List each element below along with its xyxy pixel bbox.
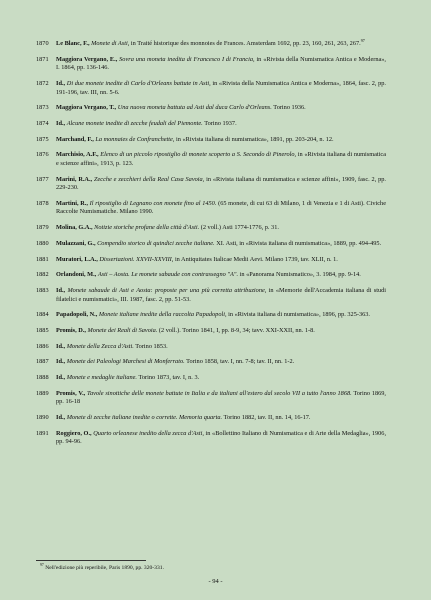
entry-author: Muratori, L.A.,	[56, 255, 98, 263]
bibliography-entry	[0, 414, 431, 423]
bibliography-entry	[0, 287, 431, 304]
entry-title: Il ripostiglio di Legnano con monete fino al 1450.	[89, 199, 217, 207]
entry-author: Id.,	[56, 373, 66, 381]
page-number: - 94 -	[208, 578, 223, 585]
bibliography-entry	[0, 200, 431, 217]
entry-author: Id.,	[56, 119, 66, 127]
entry-title: Una nuova moneta battuta ad Asti dal duca Carlo d'Orleans.	[117, 104, 272, 112]
entry-title: Quarto orleanese inedito della zecca d'Asti,	[93, 429, 204, 437]
entry-author: Id.,	[56, 79, 66, 87]
entry-details: Torino 1869, pp. 16-18	[56, 389, 386, 406]
entry-details: (2 voll.) Asti 1774-1776, p. 31.	[200, 224, 279, 232]
entry-citation	[46, 176, 386, 193]
entry-details: Torino 1936.	[273, 104, 306, 112]
entry-citation	[46, 430, 386, 447]
entry-title: Sovra una moneta inedita di Francesco I di Francia,	[119, 55, 255, 63]
entry-number: 1873	[36, 104, 49, 112]
entry-details: Torino 1873, tav. I, n. 3.	[138, 373, 200, 381]
footnote-marker: 97	[40, 563, 44, 568]
entry-number: 1884	[36, 311, 49, 319]
entry-number: 1872	[36, 79, 49, 87]
entry-author: Id.,	[56, 358, 66, 366]
bibliography-entry	[0, 176, 431, 193]
entry-title: Compendio storico di quindici zecche italiane.	[97, 239, 215, 247]
entry-author: Promis, V.,	[56, 389, 86, 397]
bibliography-entry	[0, 104, 431, 113]
entry-citation	[46, 358, 386, 367]
entry-number: 1886	[36, 342, 49, 350]
entry-citation	[46, 271, 386, 280]
entry-number: 1879	[36, 224, 49, 232]
entry-details: in «Rivista italiana di numismatica e scienze affini», 1909, fasc. 2, pp. 229-230.	[56, 175, 387, 192]
entry-number: 1877	[36, 175, 49, 183]
entry-author: Maggiora Vergano, E.,	[56, 55, 118, 63]
entry-number: 1875	[36, 135, 49, 143]
entry-number: 1876	[36, 151, 49, 159]
entry-title: Monete dei Paleologi Marchesi di Monferrato.	[66, 358, 185, 366]
entry-title: Monete della Zecca d'Asti.	[66, 342, 134, 350]
entry-citation	[46, 240, 386, 249]
entry-details: in «Bollettino Italiano di Numismatica e di Arte della Medaglia», 1906, pp. 94-96.	[56, 429, 387, 446]
entry-details: in «Panorama Numismatico», 3. 1984, pp. 9-14.	[239, 271, 361, 279]
entry-details: in «Rivista italiana di numismatica e scienze affini», 1913, p. 123.	[56, 151, 386, 167]
bibliography-entry	[0, 224, 431, 233]
entry-number: 1881	[36, 255, 49, 263]
entry-citation	[46, 80, 386, 97]
entry-citation	[46, 327, 386, 336]
entry-number: 1880	[36, 239, 49, 247]
entry-author: Roggiero, O.,	[56, 429, 92, 437]
entry-details: in «Rivista della Numismatica Antica e Moderna», 1864, fasc. 2, pp. 191-196, tav. III, nn. 5-6.	[56, 79, 387, 96]
entry-citation	[46, 287, 386, 304]
entry-citation	[46, 151, 386, 168]
bibliography-entry	[0, 151, 431, 168]
entry-title: Alcune monete inedite di zecche feudali del Piemonte.	[66, 119, 203, 127]
entry-citation	[46, 390, 386, 407]
footnote	[40, 565, 164, 572]
entry-details: Torino 1858, tav. I, nn. 7-8; tav. II, nn. 1-2.	[186, 358, 295, 366]
entry-title: Tavole sinottiche delle monete battute in Italia e da italiani all'estero dal secolo VII a tutto l'anno 1868.	[87, 389, 352, 397]
bibliography-entry	[0, 358, 431, 367]
bibliography-entry	[0, 80, 431, 97]
entry-details: Torino 1937.	[204, 119, 237, 127]
bibliography-entry	[0, 430, 431, 447]
entry-details: in «Rivista della Numismatica Antica e Moderna», I. 1864, pp. 136-146.	[56, 55, 387, 72]
entry-details: in Antiquitates Italicae Medii Aevi. Milano 1739, tav. XLII, n. 1.	[174, 255, 338, 263]
bibliography-entry	[0, 327, 431, 336]
entry-author: Le Blanc, F.,	[56, 40, 90, 47]
entry-title: Monete dei Reali di Savoia.	[87, 326, 158, 334]
bibliography-entry	[0, 120, 431, 129]
entry-title: Monete e medaglie italiane.	[66, 373, 137, 381]
entry-author: Orlandoni, M.,	[56, 271, 97, 279]
bibliography-entry	[0, 240, 431, 249]
bibliography-entry	[0, 256, 431, 265]
entry-title: Asti – Aosta. Le monete sabaude con contrassegno "A".	[97, 271, 239, 279]
entry-citation	[46, 414, 386, 423]
entry-author: Promis, D.,	[56, 326, 86, 334]
bibliography-list	[0, 37, 431, 454]
entry-citation	[46, 256, 386, 265]
entry-author: Molina, G.A.,	[56, 224, 93, 232]
entry-details: (65 monete, di cui 63 di Milano, 1 di Venezia e 1 di Asti). Civiche Raccolte Numismatiche. Milano 1990.	[56, 199, 386, 216]
entry-author: Id.,	[56, 286, 66, 294]
entry-number: 1890	[36, 413, 49, 421]
entry-details: in «Rivista italiana di numismatica», 1891, pp. 203-204, n. 12.	[176, 135, 334, 143]
entry-author: Papadopoli, N.,	[56, 311, 98, 319]
entry-number: 1883	[36, 286, 49, 294]
entry-details: (2 voll.). Torino 1841, I, pp. 8-9, 34; tavv. XXI-XXII, nn. 1-8.	[158, 326, 315, 334]
entry-title: Monete di Asti,	[91, 40, 130, 47]
entry-number: 1891	[36, 429, 49, 437]
entry-number: 1871	[36, 55, 49, 63]
entry-title: Dissertazioni. XXVII-XXVIII,	[99, 255, 174, 263]
entry-citation	[46, 120, 386, 129]
bibliography-entry	[0, 56, 431, 73]
bibliography-entry	[0, 311, 431, 320]
entry-title: Zecche e zecchieri della Real Casa Savoia,	[94, 175, 205, 183]
entry-author: Martini, R.,	[56, 199, 88, 207]
entry-author: Marchisio, A.F.,	[56, 151, 99, 159]
footnote-reference: 97	[360, 37, 365, 43]
entry-number: 1885	[36, 326, 49, 334]
entry-title: Monete italiane inedite della raccolta Papadopoli,	[98, 311, 227, 319]
entry-citation	[46, 136, 386, 145]
entry-number: 1888	[36, 373, 49, 381]
entry-title: Monete di zecche italiane inedite o corrette. Memoria quarta.	[66, 413, 223, 421]
entry-details: Torino 1853.	[135, 342, 168, 350]
entry-number: 1878	[36, 199, 49, 207]
entry-author: Id.,	[56, 413, 66, 421]
entry-author: Marini, R.A.,	[56, 175, 93, 183]
entry-citation	[46, 311, 386, 320]
entry-citation	[46, 374, 386, 383]
footnote-divider	[36, 560, 146, 561]
entry-citation	[46, 104, 386, 113]
footnote-text: Nell'edizione più reperibile, Paris 1890, pp. 320-331.	[45, 565, 164, 571]
bibliography-entry	[0, 37, 431, 49]
entry-author: Maggiora Vergano, T.,	[56, 104, 117, 112]
bibliography-entry	[0, 343, 431, 352]
entry-number: 1882	[36, 271, 49, 279]
entry-details: in «Rivista italiana di numismatica», 1896, pp. 325-363.	[228, 311, 370, 319]
entry-title: Notizie storiche profane della città d'Asti.	[94, 224, 200, 232]
entry-number: 1887	[36, 358, 49, 366]
entry-citation	[46, 224, 386, 233]
entry-citation	[46, 343, 386, 352]
entry-author: Id.,	[56, 342, 66, 350]
entry-title: Elenco di un piccolo ripostiglio di monete scoperto a S. Secondo di Pinerolo,	[100, 151, 297, 159]
bibliography-entry	[0, 271, 431, 280]
entry-details: in «Memorie dell'Accademia italiana di studi filatelici e numismatici», III. 1987, fasc. 2, pp. 51-53.	[56, 286, 386, 303]
bibliography-entry	[0, 390, 431, 407]
entry-title: La monnaies de Confranchette,	[95, 135, 175, 143]
entry-details: Torino 1882, tav. II, nn. 14, 16-17.	[223, 413, 311, 421]
entry-author: Mulazzani, G.,	[56, 239, 96, 247]
bibliography-entry	[0, 374, 431, 383]
entry-title: Monete sabaude di Asti e Aosta: proposte per una più corretta attribuzione,	[67, 286, 267, 294]
entry-number: 1874	[36, 119, 49, 127]
entry-title: Di due monete inedite di Carlo d'Orleans battute in Asti,	[66, 79, 211, 87]
entry-citation	[46, 56, 386, 73]
entry-citation	[46, 200, 386, 217]
entry-author: Marchand, F.,	[56, 135, 94, 143]
entry-citation	[46, 37, 386, 49]
entry-number: 1870	[36, 40, 49, 47]
entry-details: in Traité historique des monnoies de Frances. Amsterdam 1692, pp. 23, 160, 261, 263, 267.	[130, 40, 361, 47]
entry-details: XI. Asti, in «Rivista italiana di numismatica», 1889, pp. 494-495.	[216, 239, 382, 247]
bibliography-entry	[0, 136, 431, 145]
entry-number: 1889	[36, 389, 49, 397]
